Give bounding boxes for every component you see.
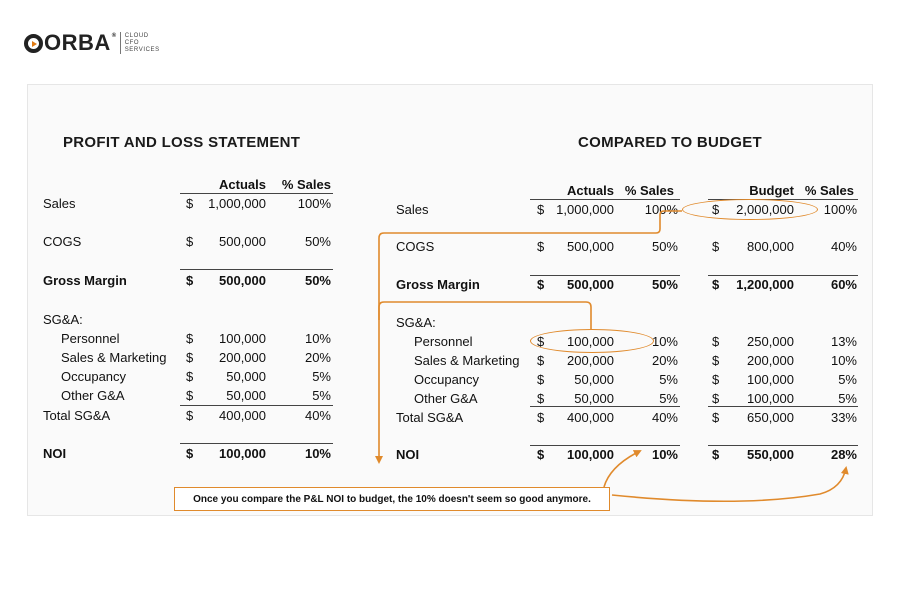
row-label: Total SG&A (43, 408, 111, 423)
callout-arrow-actual-noi (604, 451, 640, 487)
row-label: Personnel (414, 334, 473, 349)
row-label: Personnel (61, 331, 120, 346)
pct-sales: 50% (304, 234, 331, 249)
currency-symbol: $ (537, 410, 545, 425)
row-label: NOI (396, 447, 420, 462)
pct-sales: 100% (644, 202, 678, 217)
currency-symbol: $ (186, 408, 194, 423)
logo-registered: ® (111, 33, 117, 39)
pct-sales-header: % Sales (281, 177, 331, 192)
budget-amount: 650,000 (747, 410, 794, 425)
row-label: SG&A: (396, 315, 436, 330)
pct-sales: 10% (651, 334, 678, 349)
budget-pct-sales: 28% (830, 447, 857, 462)
actual-amount: 50,000 (574, 391, 614, 406)
callout-arrow-budget-noi (612, 468, 846, 501)
actual-amount: 1,000,000 (556, 202, 614, 217)
pct-sales: 5% (659, 372, 678, 387)
budget-amount: 550,000 (747, 447, 794, 462)
budget-pct-sales: 40% (830, 239, 857, 254)
budget-pct-sales: 5% (838, 372, 857, 387)
actual-amount: 100,000 (219, 446, 266, 461)
budget-header: Budget (749, 183, 794, 198)
currency-symbol: $ (186, 234, 194, 249)
row-label: Sales & Marketing (61, 350, 167, 365)
logo-tag-line: SERVICES (124, 46, 160, 53)
pct-sales: 50% (304, 273, 331, 288)
budget-pct-sales: 5% (838, 391, 857, 406)
actual-amount: 50,000 (226, 388, 266, 403)
callout-note (174, 487, 610, 511)
currency-symbol: $ (537, 372, 545, 387)
row-label: Total SG&A (396, 410, 464, 425)
budget-amount: 200,000 (747, 353, 794, 368)
row-label: COGS (396, 239, 435, 254)
budget-pct-sales: 100% (823, 202, 857, 217)
pct-sales: 20% (651, 353, 678, 368)
pct-sales: 5% (312, 369, 331, 384)
pct-sales: 10% (304, 331, 331, 346)
row-label: Sales (396, 202, 429, 217)
callout-text: Once you compare the P&L NOI to budget, the 10% doesn't seem so good anymore. (193, 493, 591, 505)
actuals-header: Actuals (219, 177, 266, 192)
actual-amount: 100,000 (567, 334, 614, 349)
currency-symbol: $ (186, 388, 194, 403)
budget-currency-symbol: $ (712, 239, 720, 254)
row-label: SG&A: (43, 312, 83, 327)
actual-amount: 500,000 (567, 277, 614, 292)
actual-amount: 200,000 (567, 353, 614, 368)
logo-tag-line: CLOUD (124, 32, 149, 39)
currency-symbol: $ (186, 350, 194, 365)
pct-sales: 50% (651, 239, 678, 254)
budget-pct-sales: 33% (830, 410, 857, 425)
row-label: Sales & Marketing (414, 353, 520, 368)
row-label: Occupancy (61, 369, 127, 384)
currency-symbol: $ (537, 447, 545, 462)
pct-sales: 5% (312, 388, 331, 403)
currency-symbol: $ (537, 334, 545, 349)
actuals-header: Actuals (567, 183, 614, 198)
currency-symbol: $ (537, 277, 545, 292)
pct-sales: 10% (651, 447, 678, 462)
currency-symbol: $ (537, 202, 545, 217)
currency-symbol: $ (186, 446, 194, 461)
budget-amount: 100,000 (747, 391, 794, 406)
currency-symbol: $ (537, 353, 545, 368)
budget-amount: 2,000,000 (736, 202, 794, 217)
pct-sales: 10% (304, 446, 331, 461)
row-label: Other G&A (61, 388, 125, 403)
budget-amount: 100,000 (747, 372, 794, 387)
budget-currency-symbol: $ (712, 391, 720, 406)
logo-text: ORBA (44, 30, 111, 55)
actual-amount: 400,000 (219, 408, 266, 423)
budget-currency-symbol: $ (712, 277, 720, 292)
budget-pct-header: % Sales (804, 183, 854, 198)
row-label: Gross Margin (43, 273, 127, 288)
pct-sales: 20% (304, 350, 331, 365)
currency-symbol: $ (186, 369, 194, 384)
pct-sales: 40% (304, 408, 331, 423)
actual-amount: 500,000 (219, 273, 266, 288)
budget-amount: 800,000 (747, 239, 794, 254)
actual-amount: 50,000 (574, 372, 614, 387)
budget-currency-symbol: $ (712, 372, 720, 387)
actual-amount: 500,000 (219, 234, 266, 249)
row-label: Gross Margin (396, 277, 480, 292)
budget-currency-symbol: $ (712, 334, 720, 349)
row-label: NOI (43, 446, 67, 461)
row-label: Sales (43, 196, 76, 211)
budget-currency-symbol: $ (712, 410, 720, 425)
currency-symbol: $ (537, 391, 545, 406)
budget-pct-sales: 60% (830, 277, 857, 292)
pct-sales: 100% (297, 196, 331, 211)
budget-currency-symbol: $ (712, 202, 720, 217)
pct-sales-header: % Sales (624, 183, 674, 198)
pct-sales: 50% (651, 277, 678, 292)
row-label: Other G&A (414, 391, 478, 406)
budget-currency-symbol: $ (712, 447, 720, 462)
actual-amount: 50,000 (226, 369, 266, 384)
row-label: Occupancy (414, 372, 480, 387)
personnel-connector (379, 302, 591, 329)
actual-amount: 500,000 (567, 239, 614, 254)
currency-symbol: $ (186, 331, 194, 346)
budget-currency-symbol: $ (712, 353, 720, 368)
actual-amount: 100,000 (219, 331, 266, 346)
pct-sales: 5% (659, 391, 678, 406)
pct-sales: 40% (651, 410, 678, 425)
budget-pct-sales: 13% (830, 334, 857, 349)
sales-to-noi-connector (379, 211, 682, 462)
budget-comparison-title: COMPARED TO BUDGET (578, 134, 763, 151)
budget-pct-sales: 10% (830, 353, 857, 368)
row-label: COGS (43, 234, 82, 249)
actual-amount: 1,000,000 (208, 196, 266, 211)
budget-amount: 1,200,000 (736, 277, 794, 292)
pl-statement-title: PROFIT AND LOSS STATEMENT (63, 134, 301, 151)
actual-amount: 200,000 (219, 350, 266, 365)
currency-symbol: $ (186, 273, 194, 288)
actual-amount: 100,000 (567, 447, 614, 462)
budget-amount: 250,000 (747, 334, 794, 349)
logo-tag-line: CFO (124, 39, 140, 46)
actual-amount: 400,000 (567, 410, 614, 425)
currency-symbol: $ (186, 196, 194, 211)
currency-symbol: $ (537, 239, 545, 254)
